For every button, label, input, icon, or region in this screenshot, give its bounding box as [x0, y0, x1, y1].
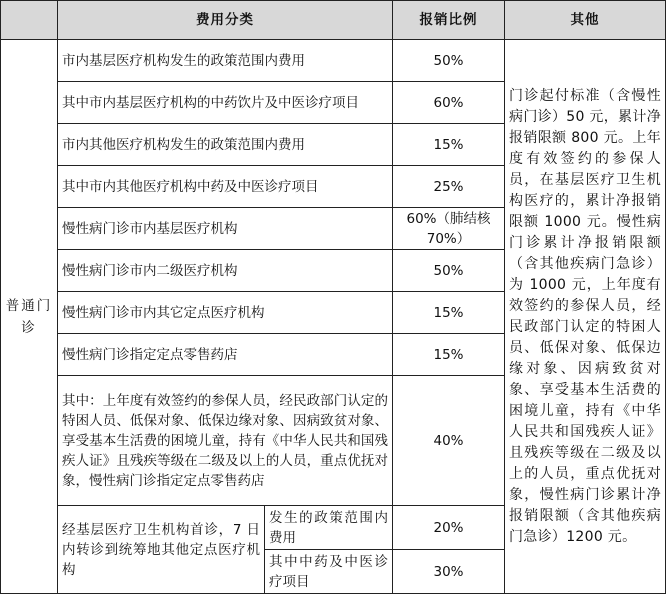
ratio-cell: 15% — [393, 292, 505, 334]
ratio-cell: 20% — [393, 506, 505, 550]
notes-cell: 门诊起付标准（含慢性病门诊）50 元，累计净报销限额 800 元。上年度有效签约的参保人员，在基层医疗卫生机构医疗的，累计净报销限额 1000 元。慢性病门诊累计净报销限额（含其他疾病门急诊）为 1000 元，上年度有效签约的参保人员，经民政部门认定的特困人员、低保对象、低保边缘对象、因病致贫对象、享受基本生活费的困境儿童，持有《中华人民共和国残疾人证》且残疾等级在二级及以上的人员，重点优抚对象，慢性病门诊累计净报销限额（含其他疾病门急诊）1200 元。 — [505, 40, 666, 594]
referral-cell: 经基层医疗卫生机构首诊，7 日内转诊到统筹地其他定点医疗机构 — [58, 506, 265, 594]
item-cell: 其中：上年度有效签约的参保人员，经民政部门认定的特困人员、低保对象、低保边缘对象、因病致贫对象、享受基本生活费的困境儿童，持有《中华人民共和国残疾人证》且残疾等级在二级及以上的人员，重点优抚对象，慢性病门诊指定定点零售药店 — [58, 376, 393, 506]
category-cell: 普通门诊 — [1, 40, 58, 594]
item-cell: 其中市内其他医疗机构中药及中医诊疗项目 — [58, 166, 393, 208]
item-cell: 其中市内基层医疗机构的中药饮片及中医诊疗项目 — [58, 82, 393, 124]
item-cell: 慢性病门诊市内基层医疗机构 — [58, 208, 393, 250]
ratio-cell: 50% — [393, 250, 505, 292]
ratio-cell: 25% — [393, 166, 505, 208]
item-cell: 慢性病门诊指定定点零售药店 — [58, 334, 393, 376]
header-blank-cell — [1, 1, 58, 40]
header-category: 费用分类 — [58, 1, 393, 40]
sub-item-cell: 发生的政策范围内费用 — [265, 506, 393, 550]
ratio-cell: 15% — [393, 334, 505, 376]
ratio-cell: 50% — [393, 40, 505, 82]
header-other: 其他 — [505, 1, 666, 40]
ratio-cell: 60%（肺结核 70%） — [393, 208, 505, 250]
item-cell: 市内其他医疗机构发生的政策范围内费用 — [58, 124, 393, 166]
ratio-cell: 30% — [393, 550, 505, 594]
ratio-cell: 15% — [393, 124, 505, 166]
header-row — [1, 1, 666, 40]
item-cell: 市内基层医疗机构发生的政策范围内费用 — [58, 40, 393, 82]
ratio-cell: 40% — [393, 376, 505, 506]
table-row — [1, 40, 666, 82]
header-ratio: 报销比例 — [393, 1, 505, 40]
ratio-cell: 60% — [393, 82, 505, 124]
item-cell: 慢性病门诊市内二级医疗机构 — [58, 250, 393, 292]
sub-item-cell: 其中中药及中医诊疗项目 — [265, 550, 393, 594]
item-cell: 慢性病门诊市内其它定点医疗机构 — [58, 292, 393, 334]
